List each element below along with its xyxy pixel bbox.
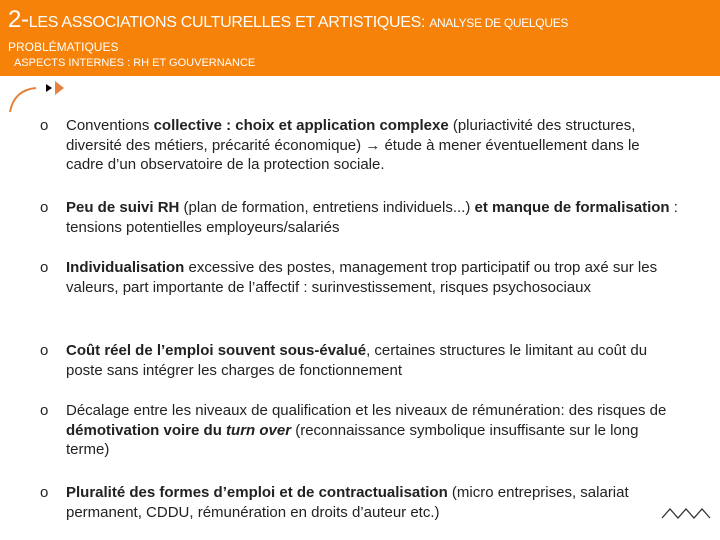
bullet-text <box>66 483 680 522</box>
bullet-marker: o <box>40 199 49 216</box>
zigzag-decoration-icon <box>660 505 716 521</box>
text-segment: et manque de formalisation <box>474 199 670 216</box>
bullet-item <box>40 258 680 297</box>
text-segment: (pluriactivité des structures, diversité des métiers, précarité économique) <box>66 117 636 154</box>
title-small: ANALYSE DE QUELQUES <box>429 16 569 30</box>
bullet-marker: o <box>40 402 49 419</box>
bullet-item <box>40 116 680 175</box>
text-segment: turn over <box>226 421 292 439</box>
bullet-text <box>66 116 680 175</box>
bullet-item <box>40 341 680 380</box>
slide-header <box>0 0 720 76</box>
text-segment: Individualisation <box>66 259 185 276</box>
text-segment: Coût réel de l’emploi souvent sous-évalué <box>66 342 367 359</box>
title-number: 2- <box>8 6 29 33</box>
bullet-item <box>40 198 680 237</box>
slide-subtitle: ASPECTS INTERNES : RH ET GOUVERNANCE <box>14 57 256 69</box>
text-segment: démotivation voire du <box>66 421 227 439</box>
text-segment: (reconnaissance symbolique insuffisante sur le long terme) <box>66 421 639 458</box>
text-segment: : tensions potentielles employeurs/salariés <box>66 199 678 236</box>
bullet-text <box>66 198 680 237</box>
text-segment: (plan de formation, entretiens individuels...) <box>179 199 475 216</box>
bullet-item <box>40 483 680 522</box>
bullet-item <box>40 401 680 460</box>
bullet-marker: o <box>40 259 49 276</box>
text-segment: étude à mener éventuellement dans le cadre d’un observatoire de la protection sociale. <box>66 136 640 173</box>
title-main: LES ASSOCIATIONS CULTURELLES ET ARTISTIQUES: <box>28 14 430 31</box>
text-segment: Conventions <box>66 117 154 134</box>
bullet-marker: o <box>40 484 49 501</box>
title-line2: PROBLÉMATIQUES <box>8 40 119 54</box>
bullet-text <box>66 258 680 297</box>
text-segment: collective : choix et application complexe <box>153 117 449 134</box>
bullet-marker: o <box>40 117 49 134</box>
text-segment: Pluralité des formes d’emploi et de contractualisation <box>66 484 448 501</box>
bullet-text <box>66 401 680 460</box>
curved-arrow-decoration-icon <box>0 78 80 118</box>
slide-title <box>8 6 568 34</box>
bullet-text <box>66 341 680 380</box>
bullet-marker: o <box>40 342 49 359</box>
text-segment: (micro entreprises, salariat permanent, CDDU, rémunération en droits d’auteur etc.) <box>66 484 629 521</box>
text-segment: excessive des postes, management trop participatif ou trop axé sur les valeurs, part importante de l’affectif : surinvestissement, risques psychosociaux <box>66 259 658 296</box>
text-segment: , certaines structures le limitant au coût du poste sans intégrer les charges de fonctionnement <box>66 342 648 379</box>
text-segment: → <box>365 136 381 154</box>
text-segment: Peu de suivi RH <box>66 199 180 216</box>
text-segment: Décalage entre les niveaux de qualification et les niveaux de rémunération: des risques de <box>66 402 667 419</box>
